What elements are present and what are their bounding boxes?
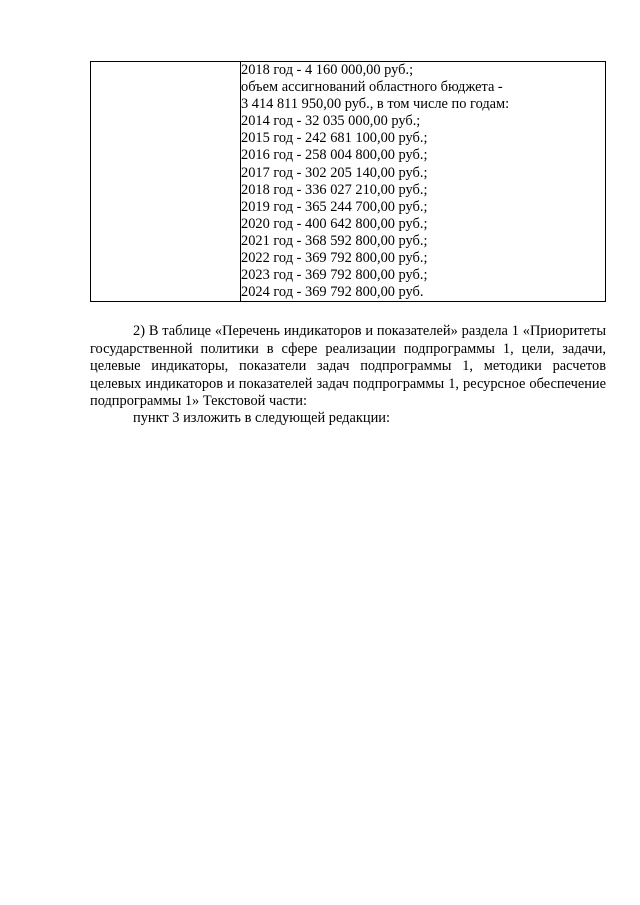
funding-line: 3 414 811 950,00 руб., в том числе по годам: xyxy=(241,96,510,113)
table-left-cell xyxy=(91,62,241,302)
funding-line: 2024 год - 369 792 800,00 руб. xyxy=(241,284,424,301)
funding-line: 2021 год - 368 592 800,00 руб.; xyxy=(241,232,428,249)
funding-table xyxy=(90,61,606,302)
funding-line: 2020 год - 400 642 800,00 руб.; xyxy=(241,215,428,232)
funding-line: 2019 год - 365 244 700,00 руб.; xyxy=(241,198,428,215)
funding-line: 2017 год - 302 205 140,00 руб.; xyxy=(241,164,428,181)
funding-line: 2023 год - 369 792 800,00 руб.; xyxy=(241,267,428,284)
paragraph-item-3: пункт 3 изложить в следующей редакции: xyxy=(133,410,390,426)
table-row xyxy=(91,62,606,302)
funding-line: 2016 год - 258 004 800,00 руб.; xyxy=(241,147,428,164)
paragraph-item-2: 2) В таблице «Перечень индикаторов и показателей» раздела 1 «Приоритеты государственной политики в сфере реализации подпрограммы 1, цели, задачи, целевые индикаторы, показатели задач подпрограммы 1, методики расчетов целевых индикаторов и показателей задач подпрограммы 1, ресурсное обеспечение подпрограммы 1» Текстовой части: xyxy=(90,323,606,409)
funding-line: объем ассигнований областного бюджета - xyxy=(241,79,503,96)
funding-line: 2015 год - 242 681 100,00 руб.; xyxy=(241,130,428,147)
funding-line: 2014 год - 32 035 000,00 руб.; xyxy=(241,113,421,130)
table-right-cell xyxy=(241,62,606,302)
funding-line: 2022 год - 369 792 800,00 руб.; xyxy=(241,250,428,267)
funding-line: 2018 год - 4 160 000,00 руб.; xyxy=(241,62,414,78)
funding-line: 2018 год - 336 027 210,00 руб.; xyxy=(241,181,428,198)
